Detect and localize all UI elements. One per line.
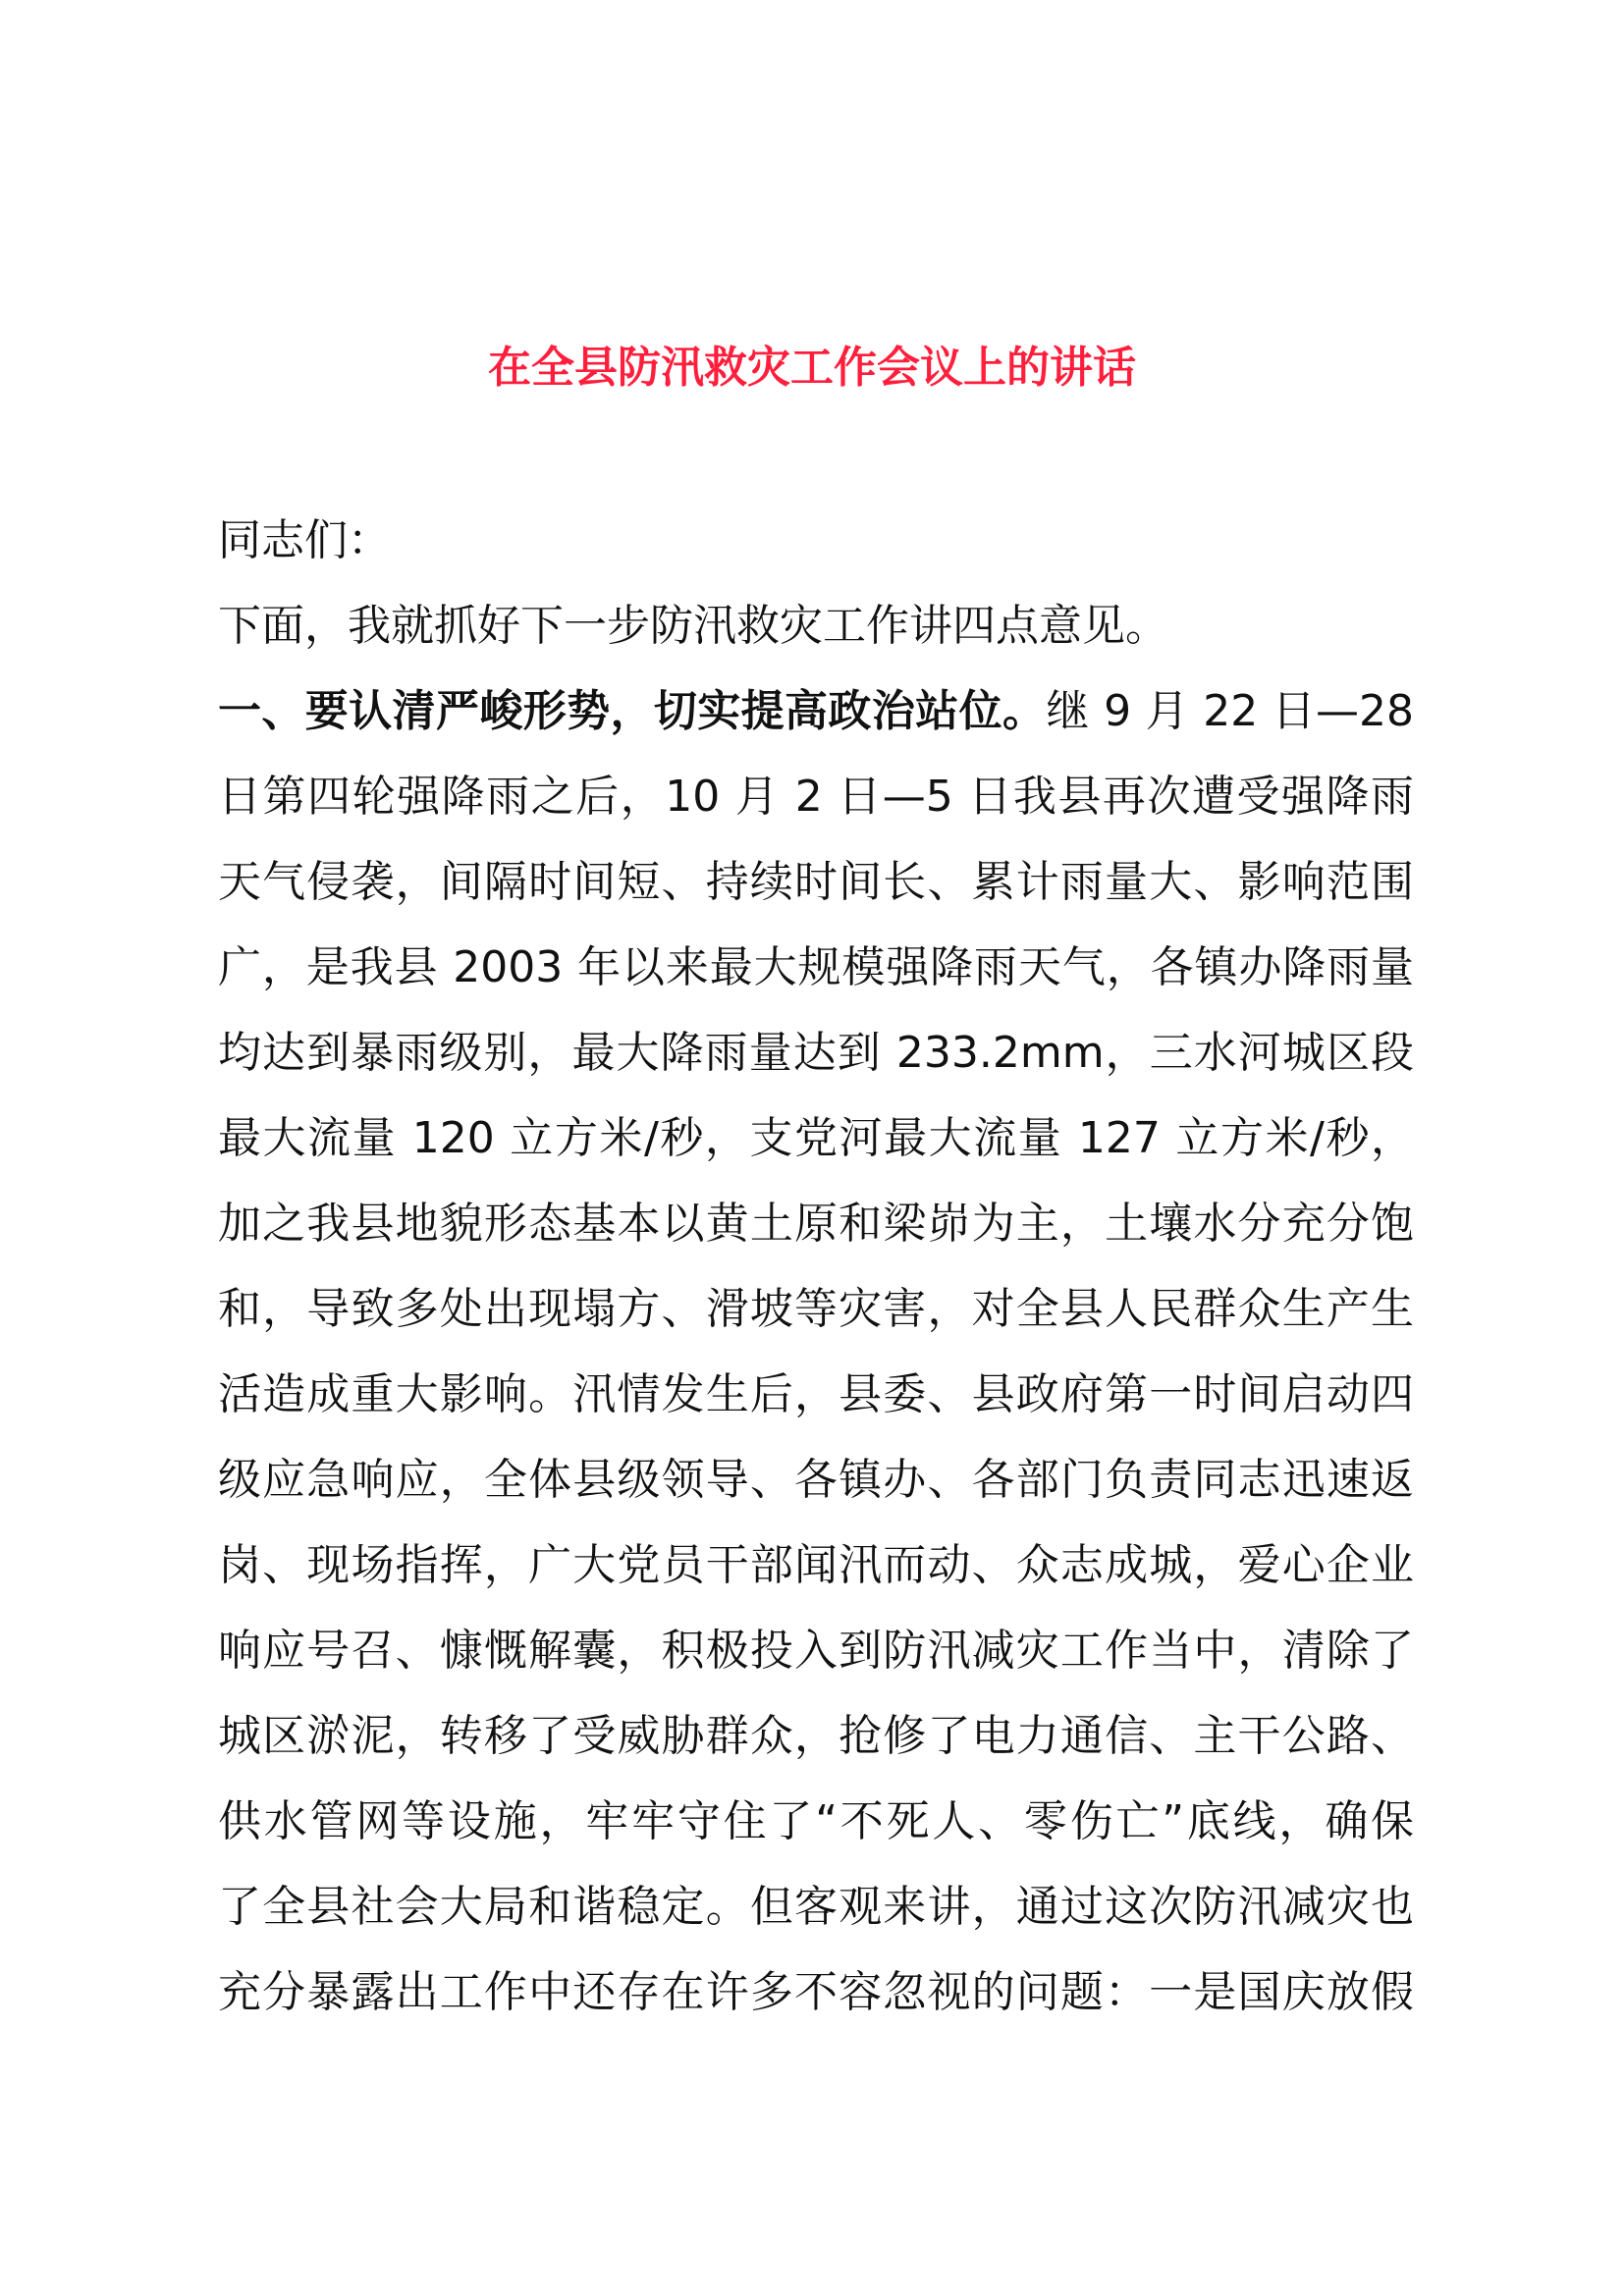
paragraph-line: 了全县社会大局和谐稳定。但客观来讲，通过这次防汛减灾也 xyxy=(218,1882,1414,1932)
paragraph-line: 供水管网等设施，牢牢守住了“不死人、零伤亡”底线，确保 xyxy=(218,1796,1414,1846)
paragraph-line: 活造成重大影响。汛情发生后，县委、县政府第一时间启动四 xyxy=(218,1369,1414,1419)
paragraph-line: 响应号召、慷慨解囊，积极投入到防汛减灾工作当中，清除了 xyxy=(218,1626,1414,1676)
intro-paragraph: 下面，我就抓好下一步防汛救灾工作讲四点意见。 xyxy=(218,601,1168,651)
paragraph-line: 城区淤泥，转移了受威胁群众，抢修了电力通信、主干公路、 xyxy=(218,1711,1414,1761)
paragraph-line: 级应急响应，全体县级领导、各镇办、各部门负责同志迅速返 xyxy=(218,1455,1414,1505)
paragraph-line: 日第四轮强降雨之后，10 月 2 日—5 日我县再次遭受强降雨 xyxy=(218,772,1414,822)
paragraph-text: 继 9 月 22 日—28 xyxy=(1046,686,1415,736)
paragraph-line: 和，导致多处出现塌方、滑坡等灾害，对全县人民群众生产生 xyxy=(218,1284,1414,1334)
document-title: 在全县防汛救灾工作会议上的讲话 xyxy=(488,343,1136,393)
paragraph-line: 加之我县地貌形态基本以黄土原和梁峁为主，土壤水分充分饱 xyxy=(218,1199,1414,1249)
document-body xyxy=(218,498,1414,2035)
paragraph-line: 岗、现场指挥，广大党员干部闻汛而动、众志成城，爱心企业 xyxy=(218,1540,1414,1590)
paragraph-line: 均达到暴雨级别，最大降雨量达到 233.2mm，三水河城区段 xyxy=(218,1028,1414,1078)
salutation: 同志们： xyxy=(218,515,391,565)
paragraph-line: 广，是我县 2003 年以来最大规模强降雨天气，各镇办降雨量 xyxy=(218,942,1414,992)
section-1-heading: 一、要认清严峻形势，切实提高政治站位。 xyxy=(218,686,1047,736)
section-1-first-line xyxy=(218,668,1414,754)
paragraph-line: 充分暴露出工作中还存在许多不容忽视的问题：一是国庆放假 xyxy=(218,1967,1414,2017)
paragraph-line: 天气侵袭，间隔时间短、持续时间长、累计雨量大、影响范围 xyxy=(218,857,1414,907)
paragraph-line: 最大流量 120 立方米/秒，支党河最大流量 127 立方米/秒， xyxy=(218,1113,1414,1163)
